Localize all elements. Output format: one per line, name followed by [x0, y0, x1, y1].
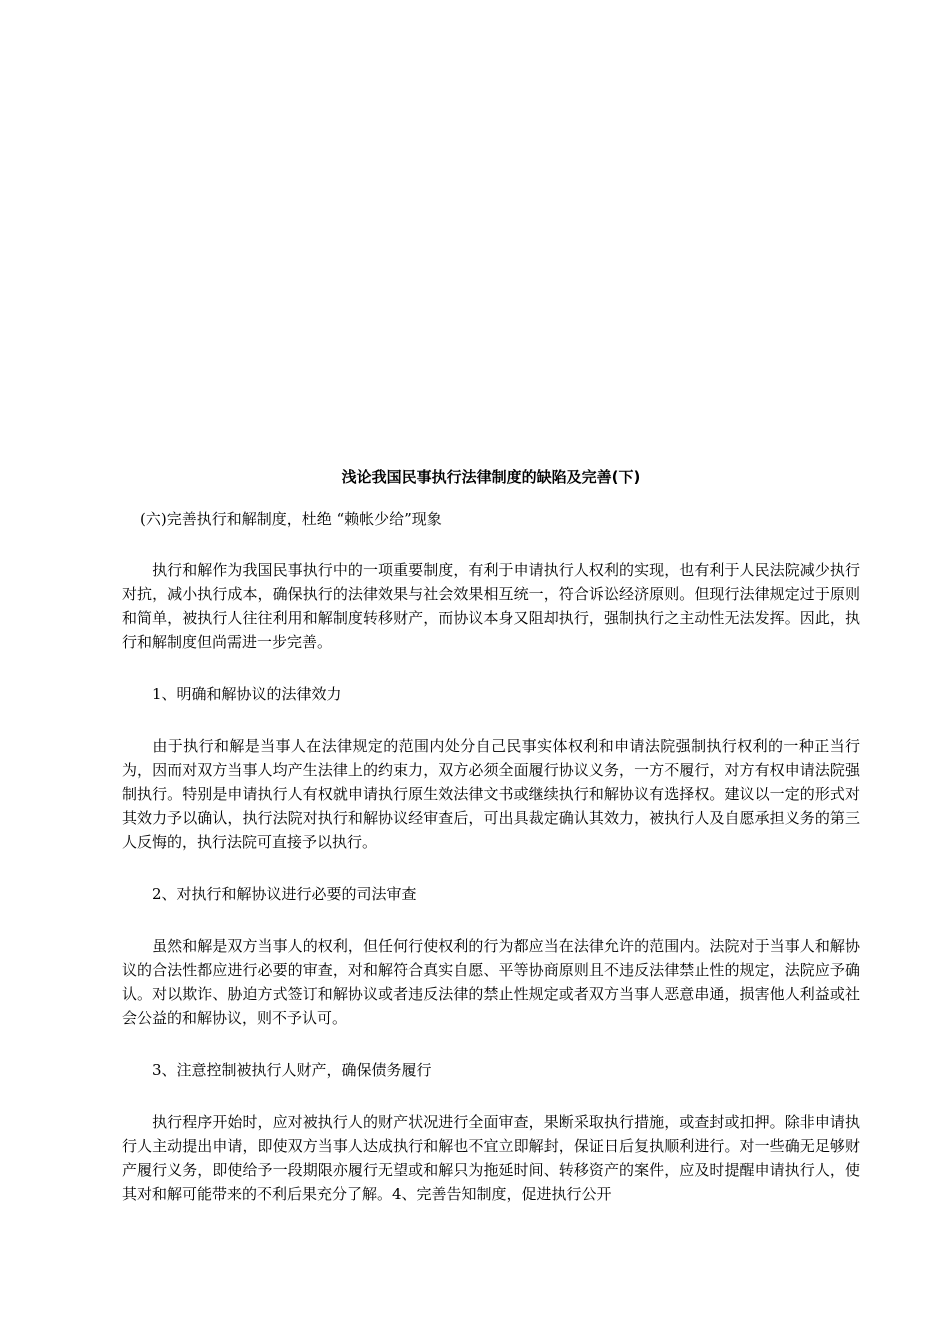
subheading-3 [122, 1058, 860, 1082]
subheading-text: 1、明确和解协议的法律效力 [152, 685, 342, 703]
subheading-1 [122, 682, 860, 706]
document-title: 浅论我国民事执行法律制度的缺陷及完善(下) [341, 468, 641, 486]
subheading-text: 3、注意控制被执行人财产，确保债务履行 [152, 1061, 432, 1079]
subheading-text: 2、对执行和解协议进行必要的司法审查 [152, 885, 417, 903]
paragraph-text: 虽然和解是双方当事人的权利，但任何行使权利的行为都应当在法律允许的范围内。法院对于当事人和解协议的合法性都应进行必要的审查，对和解符合真实自愿、平等协商原则且不违反法律禁止性的规定，法院应予确认。对以欺诈、胁迫方式签订和解协议或者违反法律的禁止性规定或者双方当事人恶意串通，损害他人利益或社会公益的和解协议，则不予认可。 [122, 937, 860, 1027]
paragraph-intro [122, 558, 860, 654]
paragraph-2 [122, 934, 860, 1030]
paragraph-3 [122, 1110, 860, 1206]
paragraph-text: 由于执行和解是当事人在法律规定的范围内处分自己民事实体权利和申请法院强制执行权利的一种正当行为，因而对双方当事人均产生法律上的约束力，双方必须全面履行协议义务，一方不履行，对方有权申请法院强制执行。特别是申请执行人有权就申请执行原生效法律文书或继续执行和解协议有选择权。建议以一定的形式对其效力予以确认，执行法院对执行和解协议经审查后，可出具裁定确认其效力，被执行人及自愿承担义务的第三人反悔的，执行法院可直接予以执行。 [122, 737, 860, 851]
paragraph-1 [122, 734, 860, 854]
paragraph-text: 执行和解作为我国民事执行中的一项重要制度，有利于申请执行人权利的实现，也有利于人民法院减少执行对抗，减小执行成本，确保执行的法律效果与社会效果相互统一，符合诉讼经济原则。但现行法律规定过于原则和简单，被执行人往往利用和解制度转移财产，而协议本身又阻却执行，强制执行之主动性无法发挥。因此，执行和解制度但尚需进一步完善。 [122, 561, 860, 651]
section-heading-text: (六)完善执行和解制度，杜绝 “赖帐少给”现象 [140, 510, 442, 528]
document-page [122, 466, 860, 1234]
paragraph-text: 执行程序开始时，应对被执行人的财产状况进行全面审查，果断采取执行措施，或查封或扣押。除非申请执行人主动提出申请，即使双方当事人达成执行和解也不宜立即解封，保证日后复执顺利进行。对一些确无足够财产履行义务，即使给予一段期限亦履行无望或和解只为拖延时间、转移资产的案件，应及时提醒申请执行人，使其对和解可能带来的不利后果充分了解。4、完善告知制度，促进执行公开 [122, 1113, 860, 1203]
section-heading [122, 508, 860, 530]
subheading-2 [122, 882, 860, 906]
